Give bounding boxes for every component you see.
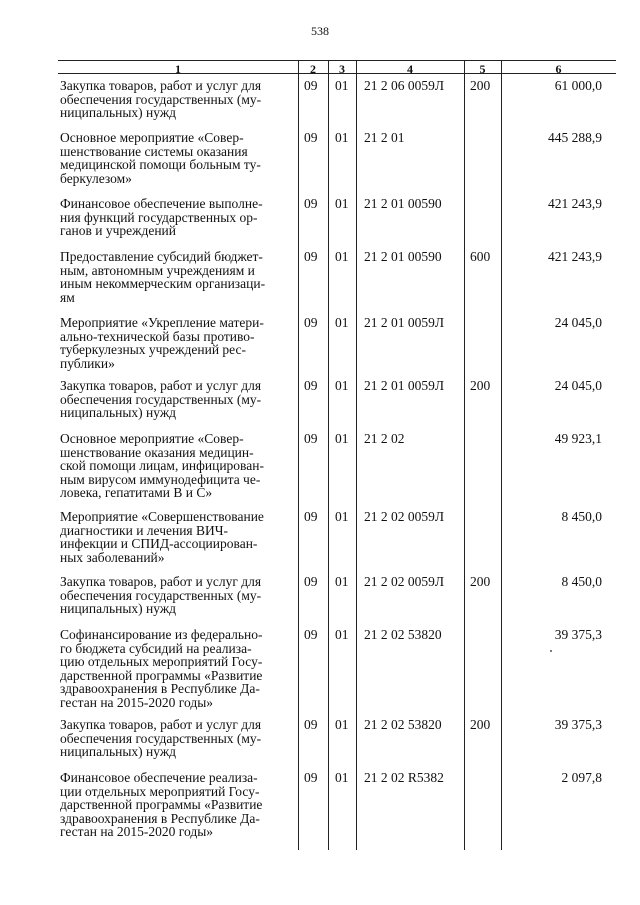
- row-name: Предоставление субсидий бюджет- ным, автономным учреждениям и иным некоммерческим организаци- ям: [60, 249, 266, 305]
- row-target-item: 21 2 02 0059Л: [364, 574, 445, 589]
- row-subsection: 01: [335, 249, 349, 264]
- row-section: 09: [304, 196, 318, 211]
- row-subsection: 01: [335, 196, 349, 211]
- row-expense-type: 200: [470, 78, 491, 93]
- row-target-item: 21 2 06 0059Л: [364, 78, 445, 93]
- row-target-item: 21 2 01: [364, 130, 405, 145]
- row-target-item: 21 2 02 0059Л: [364, 509, 445, 524]
- page-number: 538: [311, 24, 329, 38]
- row-expense-type: 200: [470, 717, 491, 732]
- row-amount: 39 375,3: [554, 717, 602, 732]
- row-amount: 39 375,3: [554, 627, 602, 642]
- col-header-target-item: 4: [407, 62, 413, 76]
- row-target-item: 21 2 01 0059Л: [364, 378, 445, 393]
- row-subsection: 01: [335, 509, 349, 524]
- row-section: 09: [304, 717, 318, 732]
- row-name: Мероприятие «Укрепление матери- ально-технической базы противо- туберкулезных учреждений рес- публики»: [60, 315, 264, 371]
- row-subsection: 01: [335, 717, 349, 732]
- row-name: Финансовое обеспечение выполне- ния функций государственных ор- ганов и учреждений: [60, 196, 263, 238]
- row-amount: 421 243,9: [548, 249, 602, 264]
- row-name: Закупка товаров, работ и услуг для обеспечения государственных (му- ниципальных) нужд: [60, 717, 262, 759]
- row-subsection: 01: [335, 378, 349, 393]
- row-amount: 8 450,0: [561, 574, 602, 589]
- col-header-expense-type: 5: [479, 62, 486, 76]
- row-amount: 445 288,9: [548, 130, 602, 145]
- row-subsection: 01: [335, 315, 349, 330]
- col-header-subsection: 3: [339, 62, 345, 76]
- row-amount: 49 923,1: [554, 431, 602, 446]
- row-name: Закупка товаров, работ и услуг для обеспечения государственных (му- ниципальных) нужд: [60, 574, 262, 616]
- row-expense-type: 200: [470, 378, 491, 393]
- col-header-amount: 6: [555, 62, 562, 76]
- row-subsection: 01: [335, 574, 349, 589]
- col-header-section: 2: [310, 62, 316, 76]
- row-subsection: 01: [335, 431, 349, 446]
- row-target-item: 21 2 02: [364, 431, 405, 446]
- row-target-item: 21 2 02 53820: [364, 627, 442, 642]
- row-name: Мероприятие «Совершенствование диагностики и лечения ВИЧ- инфекции и СПИД-ассоциирован- ных заболеваний»: [60, 509, 264, 565]
- col-header-name: 1: [175, 62, 181, 76]
- row-section: 09: [304, 431, 318, 446]
- row-section: 09: [304, 770, 318, 785]
- row-amount: 24 045,0: [554, 315, 602, 330]
- row-name: Финансовое обеспечение реализа- ции отдельных мероприятий Госу- дарственной программы «Развитие здравоохранения в Республике Да- гестан на 2015-2020 годы»: [60, 770, 263, 839]
- row-subsection: 01: [335, 770, 349, 785]
- row-expense-type: 200: [470, 574, 491, 589]
- row-target-item: 21 2 02 R5382: [364, 770, 444, 785]
- row-name: Основное мероприятие «Совер- шенствование оказания медицин- ской помощи лицам, инфицирован- ным вирусом иммунодефицита че- ловека, гепатитами В и С»: [60, 431, 264, 500]
- row-section: 09: [304, 78, 318, 93]
- row-section: 09: [304, 130, 318, 145]
- row-amount: 24 045,0: [554, 378, 602, 393]
- row-section: 09: [304, 627, 318, 642]
- row-section: 09: [304, 315, 318, 330]
- row-amount: 421 243,9: [548, 196, 602, 211]
- row-section: 09: [304, 378, 318, 393]
- row-name: Закупка товаров, работ и услуг для обеспечения государственных (му- ниципальных) нужд: [60, 78, 262, 120]
- row-amount: 2 097,8: [561, 770, 602, 785]
- row-section: 09: [304, 249, 318, 264]
- row-target-item: 21 2 02 53820: [364, 717, 442, 732]
- row-name: Основное мероприятие «Совер- шенствование системы оказания медицинской помощи больным ту- беркулезом»: [60, 130, 261, 186]
- row-name: Закупка товаров, работ и услуг для обеспечения государственных (му- ниципальных) нужд: [60, 378, 262, 420]
- row-subsection: 01: [335, 627, 349, 642]
- row-name: Софинансирование из федерально- го бюджета субсидий на реализа- цию отдельных мероприятий Госу- дарственной программы «Развитие здравоохранения в Республике Да- гестан на 2015-2020 годы»: [60, 627, 263, 710]
- row-amount: 61 000,0: [554, 78, 602, 93]
- row-section: 09: [304, 509, 318, 524]
- row-section: 09: [304, 574, 318, 589]
- row-expense-type: 600: [470, 249, 491, 264]
- scan-speck: [550, 650, 552, 652]
- row-target-item: 21 2 01 00590: [364, 196, 442, 211]
- row-target-item: 21 2 01 00590: [364, 249, 442, 264]
- row-target-item: 21 2 01 0059Л: [364, 315, 445, 330]
- row-subsection: 01: [335, 78, 349, 93]
- row-subsection: 01: [335, 130, 349, 145]
- row-amount: 8 450,0: [561, 509, 602, 524]
